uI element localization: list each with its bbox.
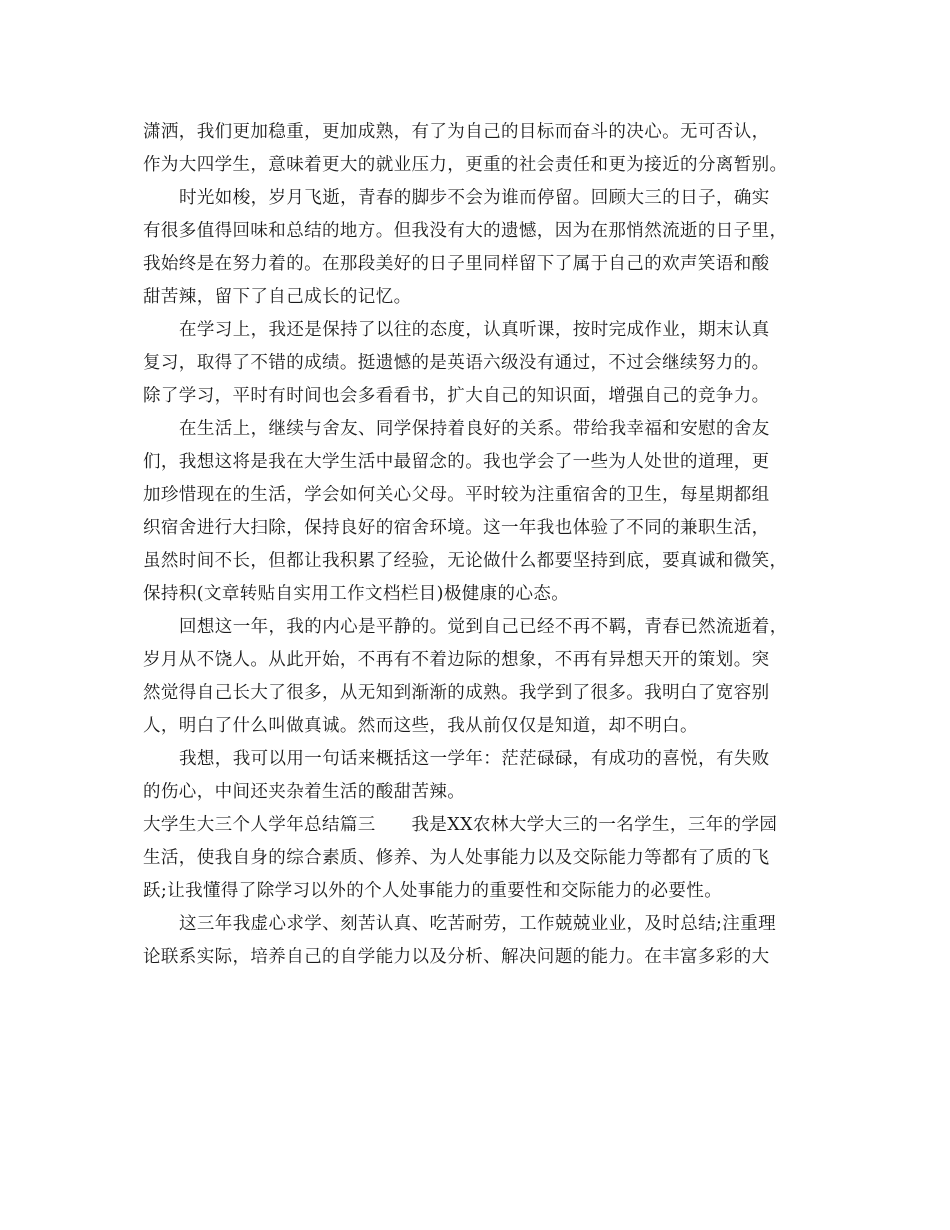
paragraph-first-line: 这三年我虚心求学、刻苦认真、吃苦耐劳，工作兢兢业业，及时总结;注重理 [179,914,776,934]
text-line: 论联系实际，培养自己的自学能力以及分析、解决问题的能力。在丰富多彩的大 [143,947,770,967]
text-line: 人，明白了什么叫做真诚。然而这些，我从前仅仅是知道，却不明白。 [143,716,698,736]
text-line: 复习，取得了不错的成绩。挺遗憾的是英语六级没有通过，不过会继续努力的。 [143,353,770,373]
text-line: 甜苦辣，留下了自己成长的记忆。 [143,287,412,307]
text-line: 跃;让我懂得了除学习以外的个人处事能力的重要性和交际能力的必要性。 [143,881,723,901]
text-line: 有很多值得回味和总结的地方。但我没有大的遗憾，因为在那悄然流逝的日子里， [143,221,788,241]
text-line: 除了学习，平时有时间也会多看看书，扩大自己的知识面，增强自己的竞争力。 [143,386,770,406]
text-line: 加珍惜现在的生活，学会如何关心父母。平时较为注重宿舍的卫生，每星期都组 [143,485,770,505]
paragraph-first-line: 时光如梭，岁月飞逝，青春的脚步不会为谁而停留。回顾大三的日子，确实 [179,188,770,208]
text-line: 的伤心，中间还夹杂着生活的酸甜苦辣。 [143,782,466,802]
text-line: 作为大四学生，意味着更大的就业压力，更重的社会责任和更为接近的分离暂别。 [143,155,788,175]
paragraph-first-line: 在学习上，我还是保持了以往的态度，认真听课，按时完成作业，期末认真 [179,320,770,340]
document-body [143,116,823,974]
section-heading-line: 大学生大三个人学年总结篇三 我是XX农林大学大三的一名学生，三年的学园 [143,815,778,835]
text-line: 虽然时间不长，但都让我积累了经验，无论做什么都要坚持到底，要真诚和微笑， [143,551,788,571]
text-line: 然觉得自己长大了很多，从无知到渐渐的成熟。我学到了很多。我明白了宽容别 [143,683,770,703]
text-line: 们，我想这将是我在大学生活中最留念的。我也学会了一些为人处世的道理，更 [143,452,770,472]
text-line: 织宿舍进行大扫除，保持良好的宿舍环境。这一年我也体验了不同的兼职生活， [143,518,770,538]
text-line: 我始终是在努力着的。在那段美好的日子里同样留下了属于自己的欢声笑语和酸 [143,254,770,274]
text-line: 生活，使我自身的综合素质、修养、为人处事能力以及交际能力等都有了质的飞 [143,848,770,868]
text-line: 岁月从不饶人。从此开始，不再有不着边际的想象，不再有异想天开的策划。突 [143,650,770,670]
paragraph-first-line: 在生活上，继续与舍友、同学保持着良好的关系。带给我幸福和安慰的舍友 [179,419,770,439]
text-line: 潇洒，我们更加稳重，更加成熟，有了为自己的目标而奋斗的决心。无可否认， [143,122,770,142]
text-line: 保持积(文章转贴自实用工作文档栏目)极健康的心态。 [143,584,570,604]
paragraph-first-line: 我想，我可以用一句话来概括这一学年：茫茫碌碌，有成功的喜悦，有失败 [179,749,770,769]
paragraph-first-line: 回想这一年，我的内心是平静的。觉到自己已经不再不羁，青春已然流逝着， [179,617,788,637]
